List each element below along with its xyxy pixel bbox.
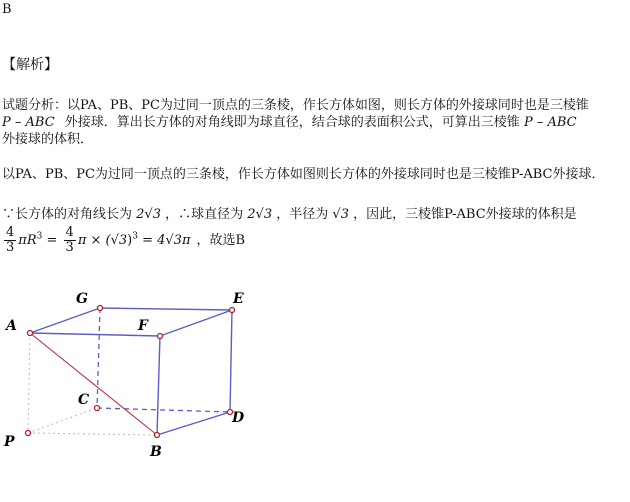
hidden-edges [97, 308, 230, 412]
label-c: C [78, 392, 90, 408]
edge-cd [97, 408, 230, 412]
formula-sqrt3: √3 [110, 233, 128, 248]
edge-fb [157, 336, 160, 435]
edge-pc [28, 408, 97, 433]
label-f: F [138, 318, 148, 334]
pyramid-name-2: P – ABC [523, 115, 577, 130]
edge-fe [160, 310, 232, 336]
edge-pb [28, 433, 157, 435]
label-p: P [4, 434, 15, 450]
solution-text-c: ，半径为 [276, 207, 329, 222]
fraction-4-3-b: $\frac{4}{3}$ [65, 225, 74, 255]
edge-ag [30, 308, 100, 333]
vertex-f [158, 334, 163, 339]
formula-part3: ) [127, 233, 133, 248]
answer-letter: B [2, 2, 12, 17]
formula-exponent: 3 [36, 231, 43, 242]
vertex-e [230, 308, 235, 313]
vertex-b [155, 433, 160, 438]
vertex-c [95, 406, 100, 411]
section-title: 【解析】 [2, 57, 58, 73]
solid-edges [30, 308, 232, 435]
diameter-value: 2√3 [247, 207, 273, 222]
fraction-4-3: $\frac{4}{3}$ [6, 225, 15, 255]
radius-value: √3 [332, 207, 349, 222]
analysis-line-3: 外接球的体积． [2, 132, 94, 147]
solution-text-d: ，因此，三棱锥P-ABC外接球的体积是 [353, 207, 577, 222]
edge-ge [100, 308, 232, 310]
pyramid-name: P – ABC [2, 115, 55, 130]
edge-gc [97, 308, 100, 408]
solution-text-b: ，∴球直径为 [165, 207, 244, 222]
vertex-a [28, 331, 33, 336]
formula-equals-1: = [42, 233, 62, 248]
formula-tail: ，故选B [196, 233, 246, 248]
label-b: B [150, 444, 162, 460]
edge-bd [157, 412, 230, 435]
analysis-line-1: 试题分析：以PA、PB、PC为过同一顶点的三条棱，作长方体如图，则长方体的外接球同时也是三棱锥 [2, 98, 589, 113]
edge-ap [28, 333, 30, 433]
diagonal-value: 2√3 [136, 207, 161, 222]
diagonal-ab [30, 333, 157, 435]
solution-text-a: ∵长方体的对角线长为 [2, 207, 133, 222]
label-g: G [76, 291, 88, 307]
formula-part1: πR [18, 233, 37, 248]
formula-exponent-2: 3 [132, 231, 138, 242]
solution-line-1: 以PA、PB、PC为过同一顶点的三条棱，作长方体如图则长方体的外接球同时也是三棱锥P-ABC外接球． [2, 167, 605, 182]
formula-result: = 4√3π [137, 233, 191, 248]
label-e: E [233, 291, 244, 307]
formula-part2: π × ( [77, 233, 111, 248]
vertices [26, 306, 235, 438]
edge-ed [230, 310, 232, 412]
label-d: D [232, 410, 245, 426]
vertex-g [98, 306, 103, 311]
analysis-text: 外接球．算出长方体的对角线即为球直径，结合球的表面积公式，可算出三棱锥 [64, 115, 520, 130]
vertex-p [26, 431, 31, 436]
label-a: A [6, 318, 17, 334]
